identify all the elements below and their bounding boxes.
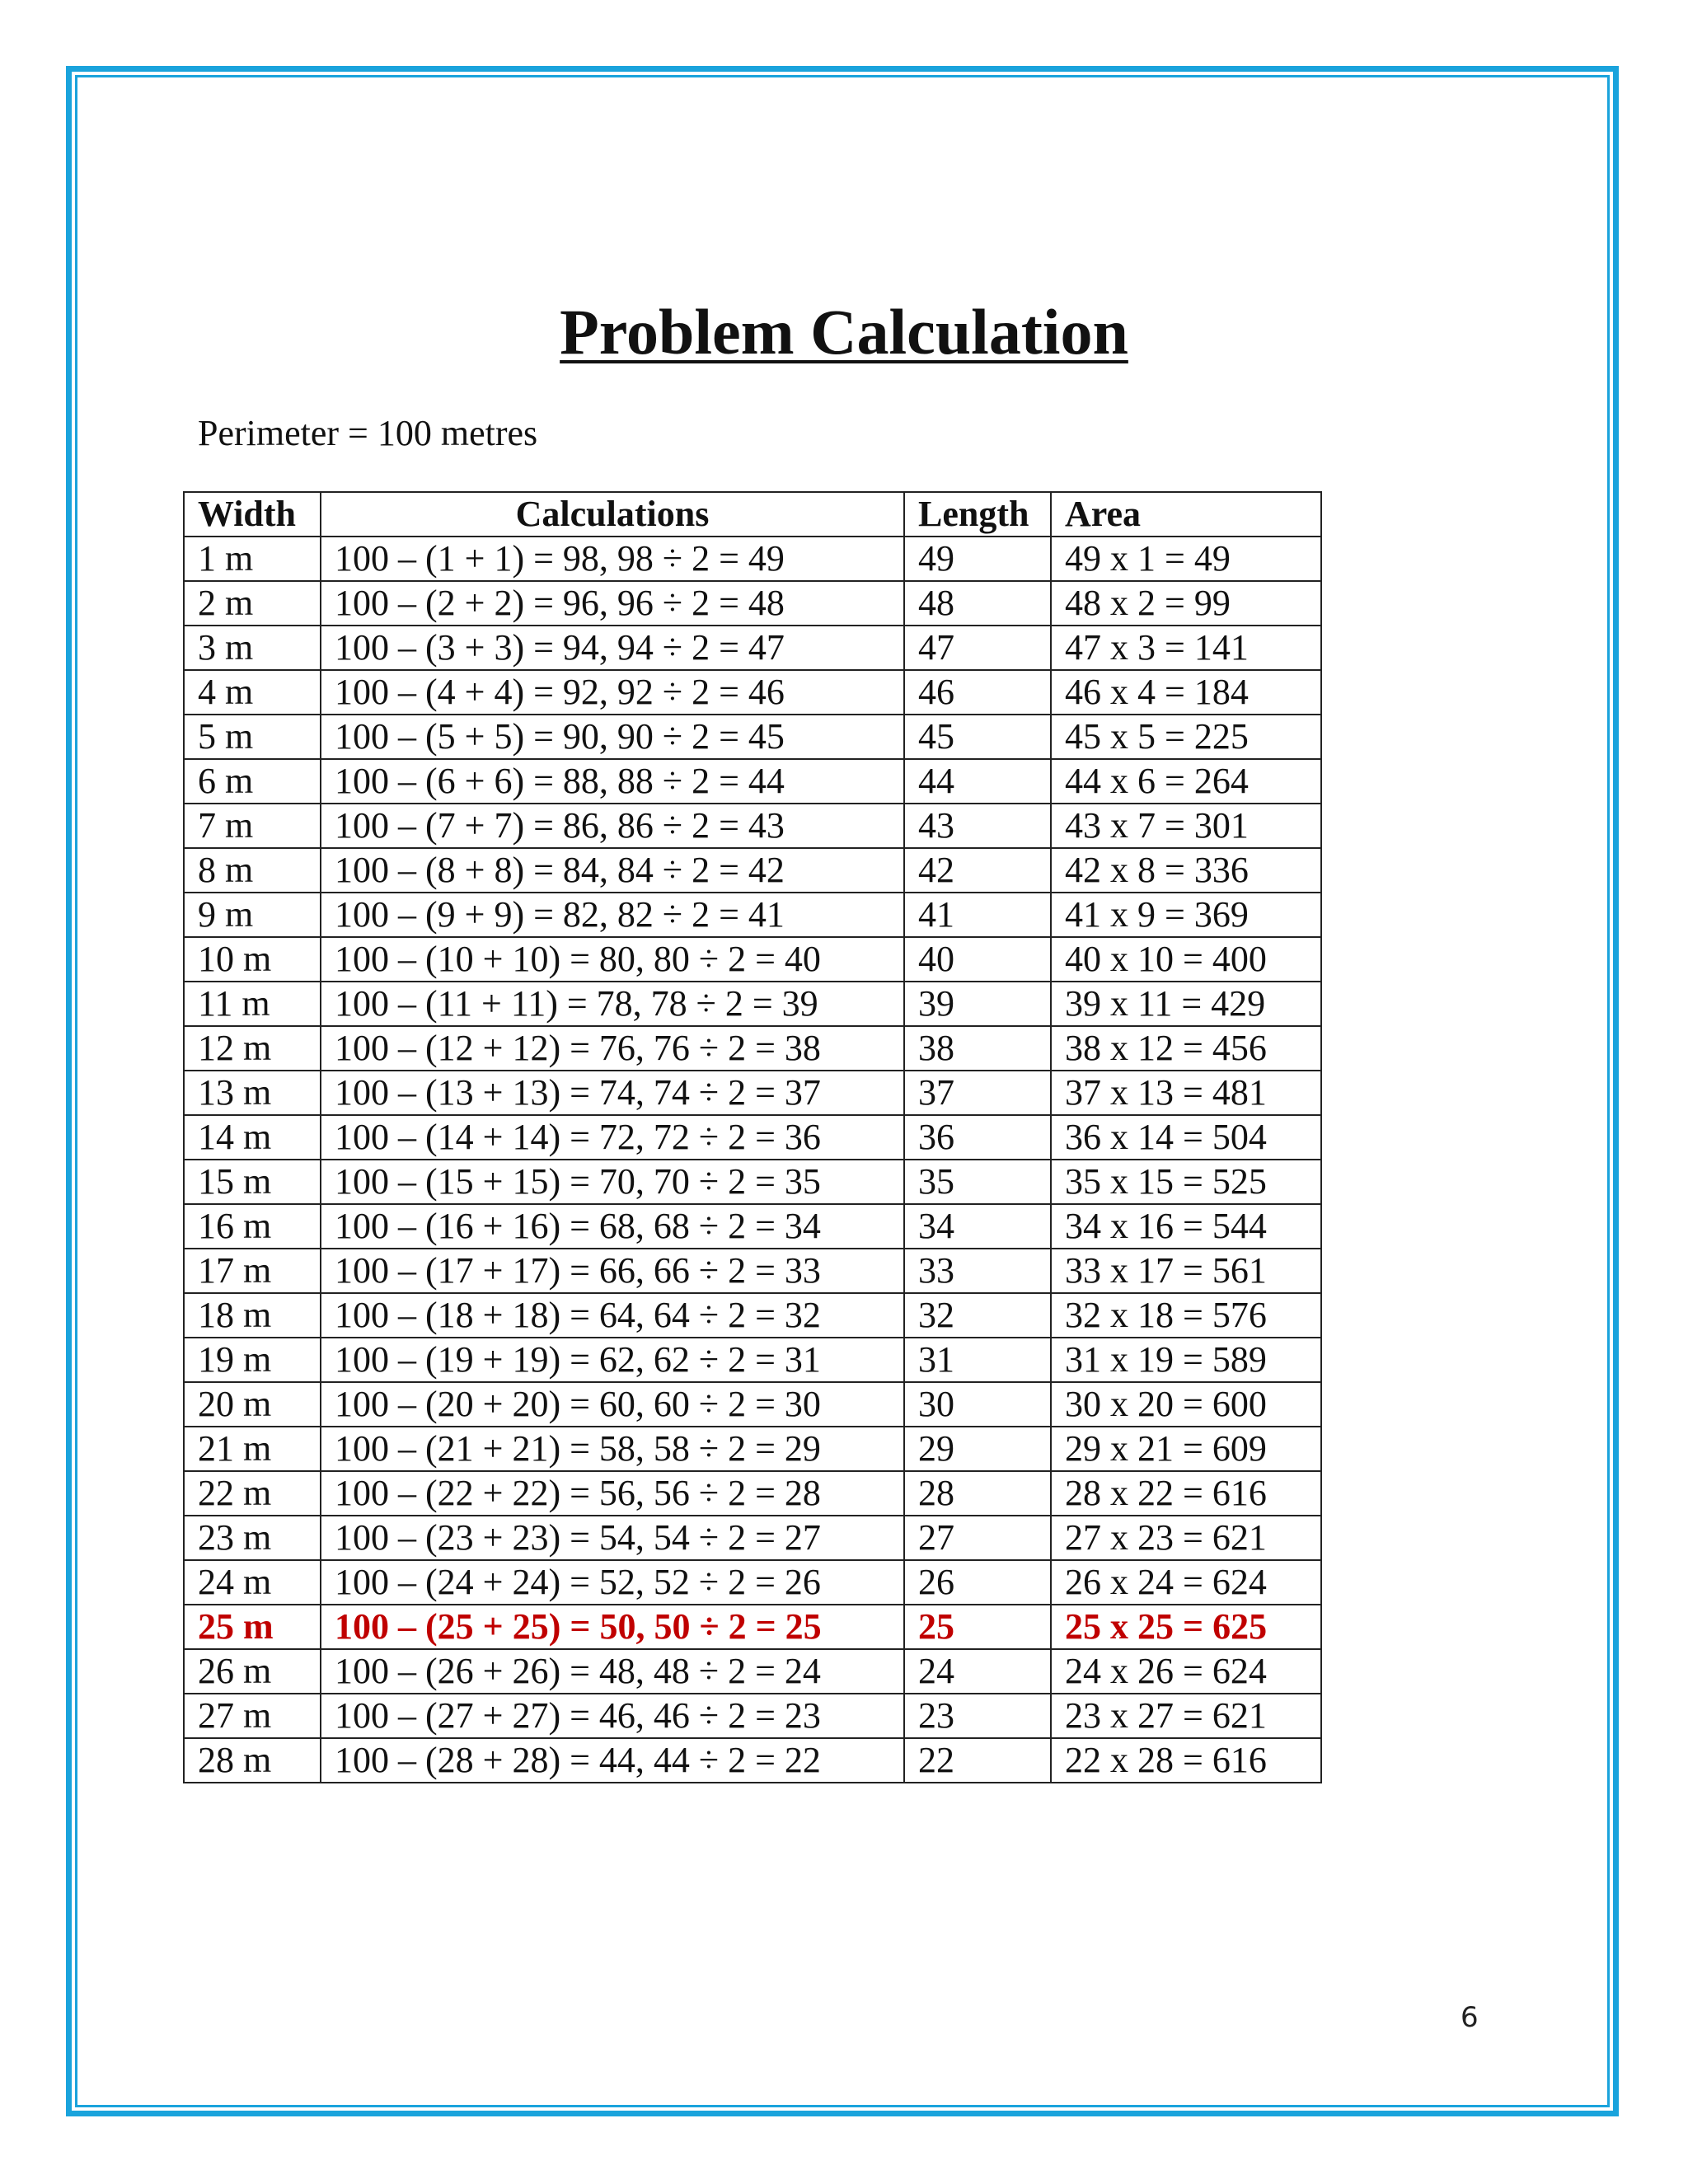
calculation-cell: 100 – (17 + 17) = 66, 66 ÷ 2 = 33	[321, 1249, 904, 1293]
width-cell: 28 m	[184, 1738, 321, 1783]
calculation-cell: 100 – (19 + 19) = 62, 62 ÷ 2 = 31	[321, 1338, 904, 1382]
width-cell: 23 m	[184, 1516, 321, 1560]
table-row	[184, 1071, 1321, 1115]
width-cell: 4 m	[184, 670, 321, 715]
table-row	[184, 1694, 1321, 1738]
table-row	[184, 1560, 1321, 1605]
table-row	[184, 537, 1321, 581]
table-row	[184, 1649, 1321, 1694]
calculation-cell: 100 – (23 + 23) = 54, 54 ÷ 2 = 27	[321, 1516, 904, 1560]
area-cell: 32 x 18 = 576	[1051, 1293, 1321, 1338]
area-cell: 41 x 9 = 369	[1051, 893, 1321, 937]
length-cell: 40	[904, 937, 1051, 982]
width-cell: 2 m	[184, 581, 321, 626]
width-cell: 21 m	[184, 1427, 321, 1471]
length-cell: 38	[904, 1026, 1051, 1071]
area-cell: 42 x 8 = 336	[1051, 848, 1321, 893]
width-cell: 20 m	[184, 1382, 321, 1427]
table-header-row	[184, 492, 1321, 537]
length-cell: 35	[904, 1160, 1051, 1204]
length-cell: 28	[904, 1471, 1051, 1516]
width-cell: 25 m	[184, 1605, 321, 1649]
width-cell: 3 m	[184, 626, 321, 670]
area-cell: 28 x 22 = 616	[1051, 1471, 1321, 1516]
perimeter-statement: Perimeter = 100 metres	[198, 413, 538, 453]
area-cell: 47 x 3 = 141	[1051, 626, 1321, 670]
table-row	[184, 1338, 1321, 1382]
length-cell: 49	[904, 537, 1051, 581]
length-cell: 22	[904, 1738, 1051, 1783]
length-cell: 33	[904, 1249, 1051, 1293]
calculation-cell: 100 – (1 + 1) = 98, 98 ÷ 2 = 49	[321, 537, 904, 581]
table-row	[184, 626, 1321, 670]
header-width: Width	[184, 492, 321, 537]
width-cell: 9 m	[184, 893, 321, 937]
area-cell: 23 x 27 = 621	[1051, 1694, 1321, 1738]
calculation-cell: 100 – (26 + 26) = 48, 48 ÷ 2 = 24	[321, 1649, 904, 1694]
length-cell: 41	[904, 893, 1051, 937]
table-row	[184, 1516, 1321, 1560]
length-cell: 36	[904, 1115, 1051, 1160]
length-cell: 31	[904, 1338, 1051, 1382]
table-row	[184, 937, 1321, 982]
area-cell: 34 x 16 = 544	[1051, 1204, 1321, 1249]
area-cell: 31 x 19 = 589	[1051, 1338, 1321, 1382]
width-cell: 11 m	[184, 982, 321, 1026]
length-cell: 26	[904, 1560, 1051, 1605]
calculation-cell: 100 – (15 + 15) = 70, 70 ÷ 2 = 35	[321, 1160, 904, 1204]
header-area: Area	[1051, 492, 1321, 537]
calculation-cell: 100 – (2 + 2) = 96, 96 ÷ 2 = 48	[321, 581, 904, 626]
area-cell: 48 x 2 = 99	[1051, 581, 1321, 626]
width-cell: 18 m	[184, 1293, 321, 1338]
area-cell: 43 x 7 = 301	[1051, 804, 1321, 848]
table-body	[184, 537, 1321, 1783]
calculation-cell: 100 – (4 + 4) = 92, 92 ÷ 2 = 46	[321, 670, 904, 715]
area-cell: 26 x 24 = 624	[1051, 1560, 1321, 1605]
page-title: Problem Calculation	[560, 296, 1128, 368]
table-row	[184, 1293, 1321, 1338]
calculation-cell: 100 – (5 + 5) = 90, 90 ÷ 2 = 45	[321, 715, 904, 759]
table-row	[184, 1382, 1321, 1427]
table-row	[184, 1249, 1321, 1293]
area-cell: 27 x 23 = 621	[1051, 1516, 1321, 1560]
width-cell: 24 m	[184, 1560, 321, 1605]
width-cell: 22 m	[184, 1471, 321, 1516]
area-cell: 25 x 25 = 625	[1051, 1605, 1321, 1649]
calculation-cell: 100 – (8 + 8) = 84, 84 ÷ 2 = 42	[321, 848, 904, 893]
length-cell: 37	[904, 1071, 1051, 1115]
calculation-cell: 100 – (25 + 25) = 50, 50 ÷ 2 = 25	[321, 1605, 904, 1649]
calculation-cell: 100 – (18 + 18) = 64, 64 ÷ 2 = 32	[321, 1293, 904, 1338]
length-cell: 24	[904, 1649, 1051, 1694]
calculation-cell: 100 – (20 + 20) = 60, 60 ÷ 2 = 30	[321, 1382, 904, 1427]
table-row	[184, 1427, 1321, 1471]
width-cell: 14 m	[184, 1115, 321, 1160]
calculation-cell: 100 – (3 + 3) = 94, 94 ÷ 2 = 47	[321, 626, 904, 670]
calculation-cell: 100 – (7 + 7) = 86, 86 ÷ 2 = 43	[321, 804, 904, 848]
calculation-cell: 100 – (16 + 16) = 68, 68 ÷ 2 = 34	[321, 1204, 904, 1249]
length-cell: 27	[904, 1516, 1051, 1560]
table-row	[184, 1160, 1321, 1204]
table-row	[184, 759, 1321, 804]
area-cell: 39 x 11 = 429	[1051, 982, 1321, 1026]
table-row	[184, 1738, 1321, 1783]
width-cell: 8 m	[184, 848, 321, 893]
calculation-cell: 100 – (14 + 14) = 72, 72 ÷ 2 = 36	[321, 1115, 904, 1160]
width-cell: 19 m	[184, 1338, 321, 1382]
table-row	[184, 1471, 1321, 1516]
calculation-cell: 100 – (11 + 11) = 78, 78 ÷ 2 = 39	[321, 982, 904, 1026]
table-row	[184, 848, 1321, 893]
width-cell: 10 m	[184, 937, 321, 982]
area-cell: 36 x 14 = 504	[1051, 1115, 1321, 1160]
table-row	[184, 581, 1321, 626]
table-row	[184, 1115, 1321, 1160]
length-cell: 25	[904, 1605, 1051, 1649]
page-number: 6	[1461, 2001, 1479, 2034]
length-cell: 29	[904, 1427, 1051, 1471]
calculation-cell: 100 – (27 + 27) = 46, 46 ÷ 2 = 23	[321, 1694, 904, 1738]
area-cell: 44 x 6 = 264	[1051, 759, 1321, 804]
area-cell: 35 x 15 = 525	[1051, 1160, 1321, 1204]
calculation-cell: 100 – (21 + 21) = 58, 58 ÷ 2 = 29	[321, 1427, 904, 1471]
calculation-cell: 100 – (12 + 12) = 76, 76 ÷ 2 = 38	[321, 1026, 904, 1071]
area-cell: 38 x 12 = 456	[1051, 1026, 1321, 1071]
width-cell: 26 m	[184, 1649, 321, 1694]
calculation-cell: 100 – (24 + 24) = 52, 52 ÷ 2 = 26	[321, 1560, 904, 1605]
length-cell: 43	[904, 804, 1051, 848]
calculation-cell: 100 – (22 + 22) = 56, 56 ÷ 2 = 28	[321, 1471, 904, 1516]
width-cell: 5 m	[184, 715, 321, 759]
length-cell: 23	[904, 1694, 1051, 1738]
area-cell: 45 x 5 = 225	[1051, 715, 1321, 759]
width-cell: 17 m	[184, 1249, 321, 1293]
width-cell: 27 m	[184, 1694, 321, 1738]
area-cell: 46 x 4 = 184	[1051, 670, 1321, 715]
header-length: Length	[904, 492, 1051, 537]
table-row	[184, 982, 1321, 1026]
table-row	[184, 715, 1321, 759]
length-cell: 47	[904, 626, 1051, 670]
length-cell: 45	[904, 715, 1051, 759]
length-cell: 30	[904, 1382, 1051, 1427]
length-cell: 39	[904, 982, 1051, 1026]
length-cell: 32	[904, 1293, 1051, 1338]
table-row	[184, 670, 1321, 715]
width-cell: 6 m	[184, 759, 321, 804]
length-cell: 34	[904, 1204, 1051, 1249]
width-cell: 12 m	[184, 1026, 321, 1071]
table-row	[184, 1204, 1321, 1249]
area-cell: 40 x 10 = 400	[1051, 937, 1321, 982]
calculation-cell: 100 – (6 + 6) = 88, 88 ÷ 2 = 44	[321, 759, 904, 804]
calculation-cell: 100 – (10 + 10) = 80, 80 ÷ 2 = 40	[321, 937, 904, 982]
length-cell: 48	[904, 581, 1051, 626]
calculation-cell: 100 – (9 + 9) = 82, 82 ÷ 2 = 41	[321, 893, 904, 937]
area-cell: 30 x 20 = 600	[1051, 1382, 1321, 1427]
calculation-cell: 100 – (28 + 28) = 44, 44 ÷ 2 = 22	[321, 1738, 904, 1783]
width-cell: 7 m	[184, 804, 321, 848]
length-cell: 42	[904, 848, 1051, 893]
area-cell: 22 x 28 = 616	[1051, 1738, 1321, 1783]
area-cell: 33 x 17 = 561	[1051, 1249, 1321, 1293]
table-row	[184, 1026, 1321, 1071]
width-cell: 16 m	[184, 1204, 321, 1249]
width-cell: 1 m	[184, 537, 321, 581]
area-cell: 24 x 26 = 624	[1051, 1649, 1321, 1694]
length-cell: 46	[904, 670, 1051, 715]
area-cell: 29 x 21 = 609	[1051, 1427, 1321, 1471]
table-row	[184, 893, 1321, 937]
header-calculations: Calculations	[321, 492, 904, 537]
width-cell: 13 m	[184, 1071, 321, 1115]
width-cell: 15 m	[184, 1160, 321, 1204]
table-row	[184, 1605, 1321, 1649]
calculation-cell: 100 – (13 + 13) = 74, 74 ÷ 2 = 37	[321, 1071, 904, 1115]
table-row	[184, 804, 1321, 848]
length-cell: 44	[904, 759, 1051, 804]
area-cell: 49 x 1 = 49	[1051, 537, 1321, 581]
calculation-table	[183, 491, 1322, 1783]
area-cell: 37 x 13 = 481	[1051, 1071, 1321, 1115]
